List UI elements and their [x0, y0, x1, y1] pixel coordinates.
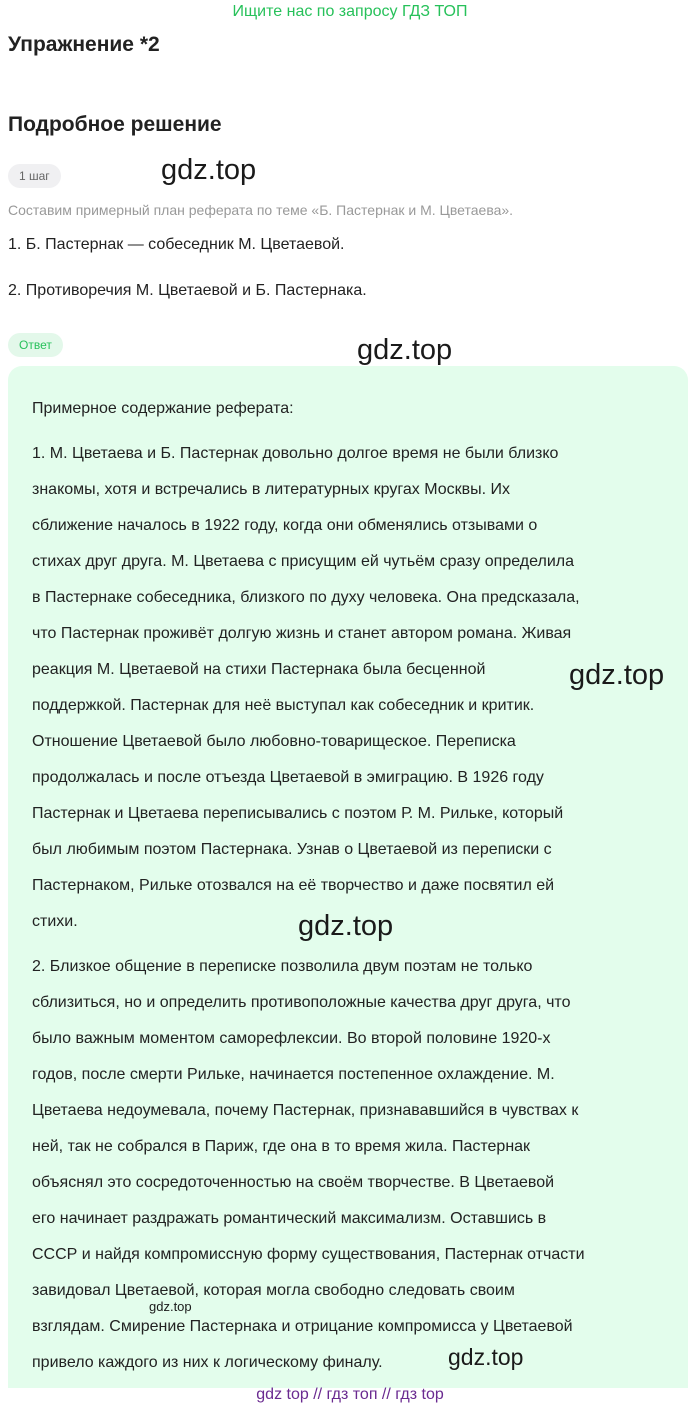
answer-line: знакомы, хотя и встречались в литературных кругах Москвы. Их: [32, 481, 510, 498]
top-banner[interactable]: Ищите нас по запросу ГДЗ ТОП: [232, 3, 468, 20]
watermark: gdz.top: [161, 154, 257, 186]
footer-links[interactable]: gdz top // гдз топ // гдз top: [256, 1386, 444, 1403]
watermark: gdz.top: [149, 1299, 192, 1314]
answer-line: стихах друг друга. М. Цветаева с присущим ей чутьём сразу определила: [32, 553, 574, 570]
answer-line: Цветаева недоумевала, почему Пастернак, признававшийся в чувствах к: [32, 1102, 579, 1119]
plan-item: 2. Противоречия М. Цветаевой и Б. Пастернака.: [8, 282, 367, 299]
answer-line: в Пастернаке собеседника, близкого по духу человека. Она предсказала,: [32, 589, 580, 606]
answer-line: 2. Близкое общение в переписке позволила двум поэтам не только: [32, 958, 533, 975]
watermark: gdz.top: [569, 659, 665, 691]
answer-line: Отношение Цветаевой было любовно-товарищеское. Переписка: [32, 733, 516, 750]
answer-line: 1. М. Цветаева и Б. Пастернак довольно долгое время не были близко: [32, 445, 559, 462]
answer-line: привело каждого из них к логическому финалу.: [32, 1354, 383, 1371]
answer-line: поддержкой. Пастернак для неё выступал как собеседник и критик.: [32, 697, 535, 714]
step-badge: 1 шаг: [8, 164, 61, 188]
exercise-title: Упражнение *2: [8, 33, 160, 56]
section-title: Подробное решение: [8, 113, 222, 136]
answer-line: сближение началось в 1922 году, когда они обменялись отзывами о: [32, 517, 538, 534]
answer-line: завидовал Цветаевой, которая могла свободно следовать своим: [32, 1282, 515, 1299]
answer-line: реакция М. Цветаевой на стихи Пастернака была бесценной: [32, 661, 486, 678]
answer-line: годов, после смерти Рильке, начинается постепенное охлаждение. М.: [32, 1066, 555, 1083]
plan-item: 1. Б. Пастернак — собеседник М. Цветаевой.: [8, 236, 345, 253]
watermark: gdz.top: [298, 910, 394, 942]
watermark: gdz.top: [448, 1344, 524, 1370]
answer-line: что Пастернак проживёт долгую жизнь и станет автором романа. Живая: [32, 625, 572, 642]
answer-line: взглядам. Смирение Пастернака и отрицание компромисса у Цветаевой: [32, 1318, 573, 1335]
answer-line: Пастернак и Цветаева переписывались с поэтом Р. М. Рильке, который: [32, 805, 564, 822]
answer-line: продолжалась и после отъезда Цветаевой в эмиграцию. В 1926 году: [32, 769, 544, 786]
answer-line: было важным моментом саморефлексии. Во второй половине 1920-х: [32, 1030, 551, 1047]
answer-line: сблизиться, но и определить противоположные качества друг друга, что: [32, 994, 571, 1011]
watermark: gdz.top: [357, 334, 453, 366]
answer-line: был любимым поэтом Пастернака. Узнав о Цветаевой из переписки с: [32, 841, 552, 858]
answer-line: его начинает раздражать романтический максимализм. Оставшись в: [32, 1210, 547, 1227]
answer-line: Пастернаком, Рильке отозвался на её творчество и даже посвятил ей: [32, 877, 555, 894]
answer-line: объяснял это сосредоточенностью на своём творчестве. В Цветаевой: [32, 1174, 555, 1191]
answer-line: Примерное содержание реферата:: [32, 400, 294, 417]
answer-line: ней, так не собрался в Париж, где она в то время жила. Пастернак: [32, 1138, 531, 1155]
answer-line: стихи.: [32, 913, 78, 930]
answer-badge: Ответ: [8, 333, 63, 357]
intro-text: Составим примерный план реферата по теме «Б. Пастернак и М. Цветаева».: [8, 202, 514, 218]
answer-line: СССР и найдя компромиссную форму существования, Пастернак отчасти: [32, 1246, 585, 1263]
